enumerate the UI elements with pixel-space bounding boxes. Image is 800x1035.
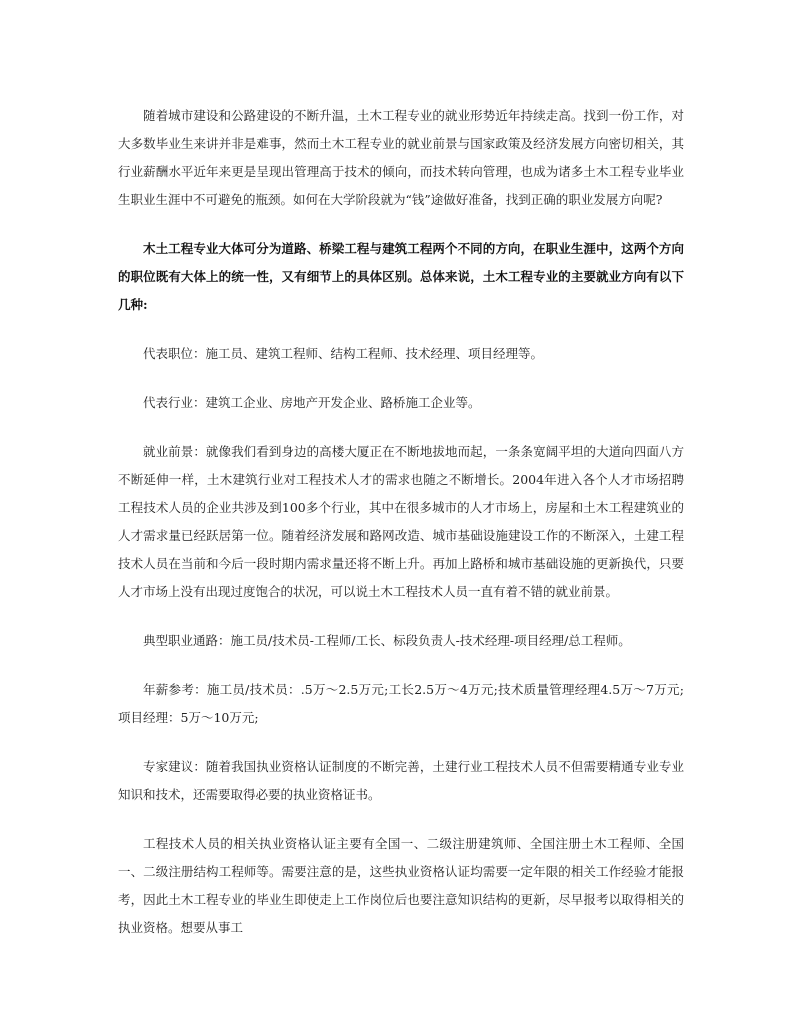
paragraph-career-path: 典型职业通路：施工员/技术员-工程师/工长、标段负责人-技术经理-项目经理/总工程师。	[143, 633, 631, 648]
paragraph-annual-salary: 年薪参考：施工员/技术员：.5万～2.5万元;工长2.5万～4万元;技术质量管理经理4.5万～7万元;项目经理：5万～10万元;	[118, 682, 684, 725]
paragraph-directions-summary: 木土工程专业大体可分为道路、桥梁工程与建筑工程两个不同的方向，在职业生涯中，这两个方向的职位既有大体上的统一性，又有细节上的具体区别。总体来说，土木工程专业的主要就业方向有以下几种:	[118, 241, 684, 312]
paragraph-certifications: 工程技术人员的相关执业资格认证主要有全国一、二级注册建筑师、全国注册土木工程师、全国一、二级注册结构工程师等。需要注意的是，这些执业资格认证均需要一定年限的相关工作经验才能报考，因此土木工程专业的毕业生即使走上工作岗位后也要注意知识结构的更新，尽早报考以取得相关的执业资格。想要从事工	[118, 836, 684, 935]
paragraph-intro: 随着城市建设和公路建设的不断升温，土木工程专业的就业形势近年持续走高。找到一份工作，对大多数毕业生来讲并非是难事，然而土木工程专业的就业前景与国家政策及经济发展方向密切相关，其行业薪酬水平近年来更是呈现出管理高于技术的倾向，而技术转向管理，也成为诸多土木工程专业毕业生职业生涯中不可避免的瓶颈。如何在大学阶段就为“钱”途做好准备，找到正确的职业发展方向呢?	[118, 108, 684, 207]
paragraph-expert-advice: 专家建议：随着我国执业资格认证制度的不断完善，土建行业工程技术人员不但需要精通专业专业知识和技术，还需要取得必要的执业资格证书。	[118, 759, 684, 802]
paragraph-representative-industries: 代表行业：建筑工企业、房地产开发企业、路桥施工企业等。	[143, 395, 481, 410]
paragraph-representative-positions: 代表职位：施工员、建筑工程师、结构工程师、技术经理、项目经理等。	[143, 346, 544, 361]
paragraph-employment-outlook: 就业前景：就像我们看到身边的高楼大厦正在不断地拔地而起，一条条宽阔平坦的大道向四面八方不断延伸一样，土木建筑行业对工程技术人才的需求也随之不断增长。2004年进入各个人才市场招聘工程技术人员的企业共涉及到100多个行业，其中在很多城市的人才市场上，房屋和土木工程建筑业的人才需求量已经跃居第一位。随着经济发展和路网改造、城市基础设施建设工作的不断深入，土建工程技术人员在当前和今后一段时期内需求量还将不断上升。再加上路桥和城市基础设施的更新换代，只要人才市场上没有出现过度饱合的状况，可以说土木工程技术人员一直有着不错的就业前景。	[118, 444, 684, 599]
document-page	[118, 102, 684, 963]
